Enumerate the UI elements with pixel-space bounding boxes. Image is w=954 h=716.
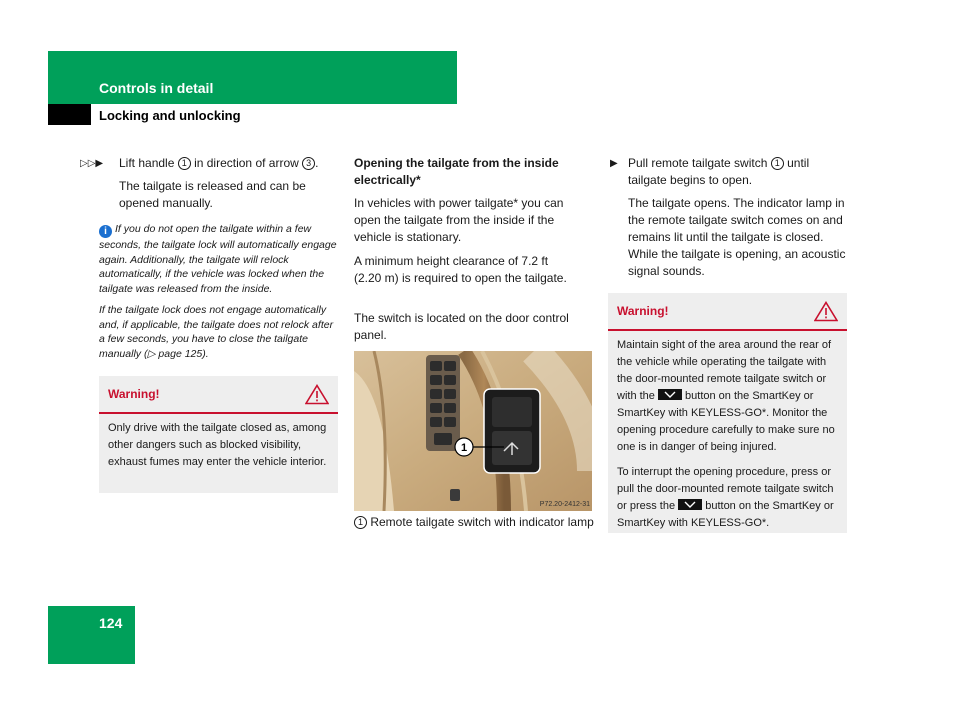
step-text-a: Lift handle (119, 156, 175, 170)
warning-box-1 (99, 376, 338, 493)
released-text: The tailgate is released and can be opened manually. (119, 179, 306, 210)
warning-box-2 (608, 293, 847, 533)
step-pull-switch (628, 155, 843, 189)
header-marker (48, 104, 91, 125)
info-note-1-text: If you do not open the tailgate within a few seconds, the tailgate lock will automatically engage again. Additionally, the tailgate will relock automatically, if the vehicle was locked when the tailgate was released from the inside. (99, 223, 337, 295)
section-title: Controls in detail (99, 80, 214, 96)
step-text-a: Pull remote tailgate switch (628, 156, 768, 170)
warning-header (608, 293, 847, 331)
tailgate-key-icon (678, 499, 702, 510)
door-panel-photo (354, 351, 592, 511)
photo-callout: 1 (460, 442, 468, 454)
tailgate-heading: Opening the tailgate from the inside electrically* (354, 156, 559, 187)
info-note-1 (99, 222, 339, 296)
warning-paragraph-2 (608, 464, 847, 540)
photo-code: P72.20-2412-31 (539, 501, 590, 508)
caption-text: Remote tailgate switch with indicator lamp (370, 515, 594, 529)
step-text-c: . (315, 156, 319, 170)
step-bullet: ▶ (610, 158, 618, 169)
paragraph-power-tailgate: In vehicles with power tailgate* you can open the tailgate from the inside if the vehicle is stationary. (354, 196, 564, 244)
info-icon: i (99, 225, 112, 238)
step-text-b: in direction of arrow (194, 156, 299, 170)
step-text-b: until tailgate begins to open. (628, 156, 810, 187)
warning-label: Warning! (108, 387, 160, 401)
continuation-bullet: ▷▷▶ (80, 158, 104, 169)
warning-triangle-icon (305, 384, 329, 405)
warning-text-2a: To interrupt the opening procedure, press or pull the door-mounted remote tailgate switch or press the (617, 466, 834, 512)
warning-text-1b: button on the SmartKey or SmartKey with KEYLESS-GO*. Monitor the opening procedure carefully to make sure no one is in danger of being injured. (617, 390, 835, 453)
photo-caption (354, 514, 594, 531)
callout-3: 3 (302, 157, 315, 170)
paragraph-switch-location: The switch is located on the door control panel. (354, 311, 569, 342)
warning-text: Only drive with the tailgate closed as, among other dangers such as blocked visibility, exhaust fumes may enter the vehicle interior. (108, 422, 327, 468)
warning-paragraph-1 (608, 331, 847, 464)
info-note-2: If the tailgate lock does not engage automatically and, if applicable, the tailgate does not relock after a few seconds, you have to close the tailgate manually (▷ page 125). (99, 304, 334, 360)
warning-triangle-icon (814, 301, 838, 322)
subsection-title: Locking and unlocking (99, 108, 241, 123)
warning-text-1a: Maintain sight of the area around the rear of the vehicle while operating the tailgate with the door-mounted remote tailgate switch or with the (617, 339, 832, 402)
page-number: 124 (99, 615, 123, 631)
warning-header (99, 376, 338, 414)
warning-text-2b: button on the SmartKey or SmartKey with KEYLESS-GO*. (617, 500, 834, 529)
tailgate-key-icon (658, 389, 682, 400)
callout-1: 1 (771, 157, 784, 170)
caption-callout-1: 1 (354, 516, 367, 529)
step-lift-handle (119, 155, 344, 172)
tailgate-opens-text: The tailgate opens. The indicator lamp in the remote tailgate switch comes on and remains lit until the tailgate is closed. While the tailgate is opening, an acoustic signal sounds. (628, 196, 846, 278)
warning-label: Warning! (617, 304, 669, 318)
header-band (48, 51, 457, 104)
paragraph-clearance: A minimum height clearance of 7.2 ft (2.20 m) is required to open the tailgate. (354, 254, 567, 285)
callout-1: 1 (178, 157, 191, 170)
door-panel-illustration (354, 351, 592, 511)
